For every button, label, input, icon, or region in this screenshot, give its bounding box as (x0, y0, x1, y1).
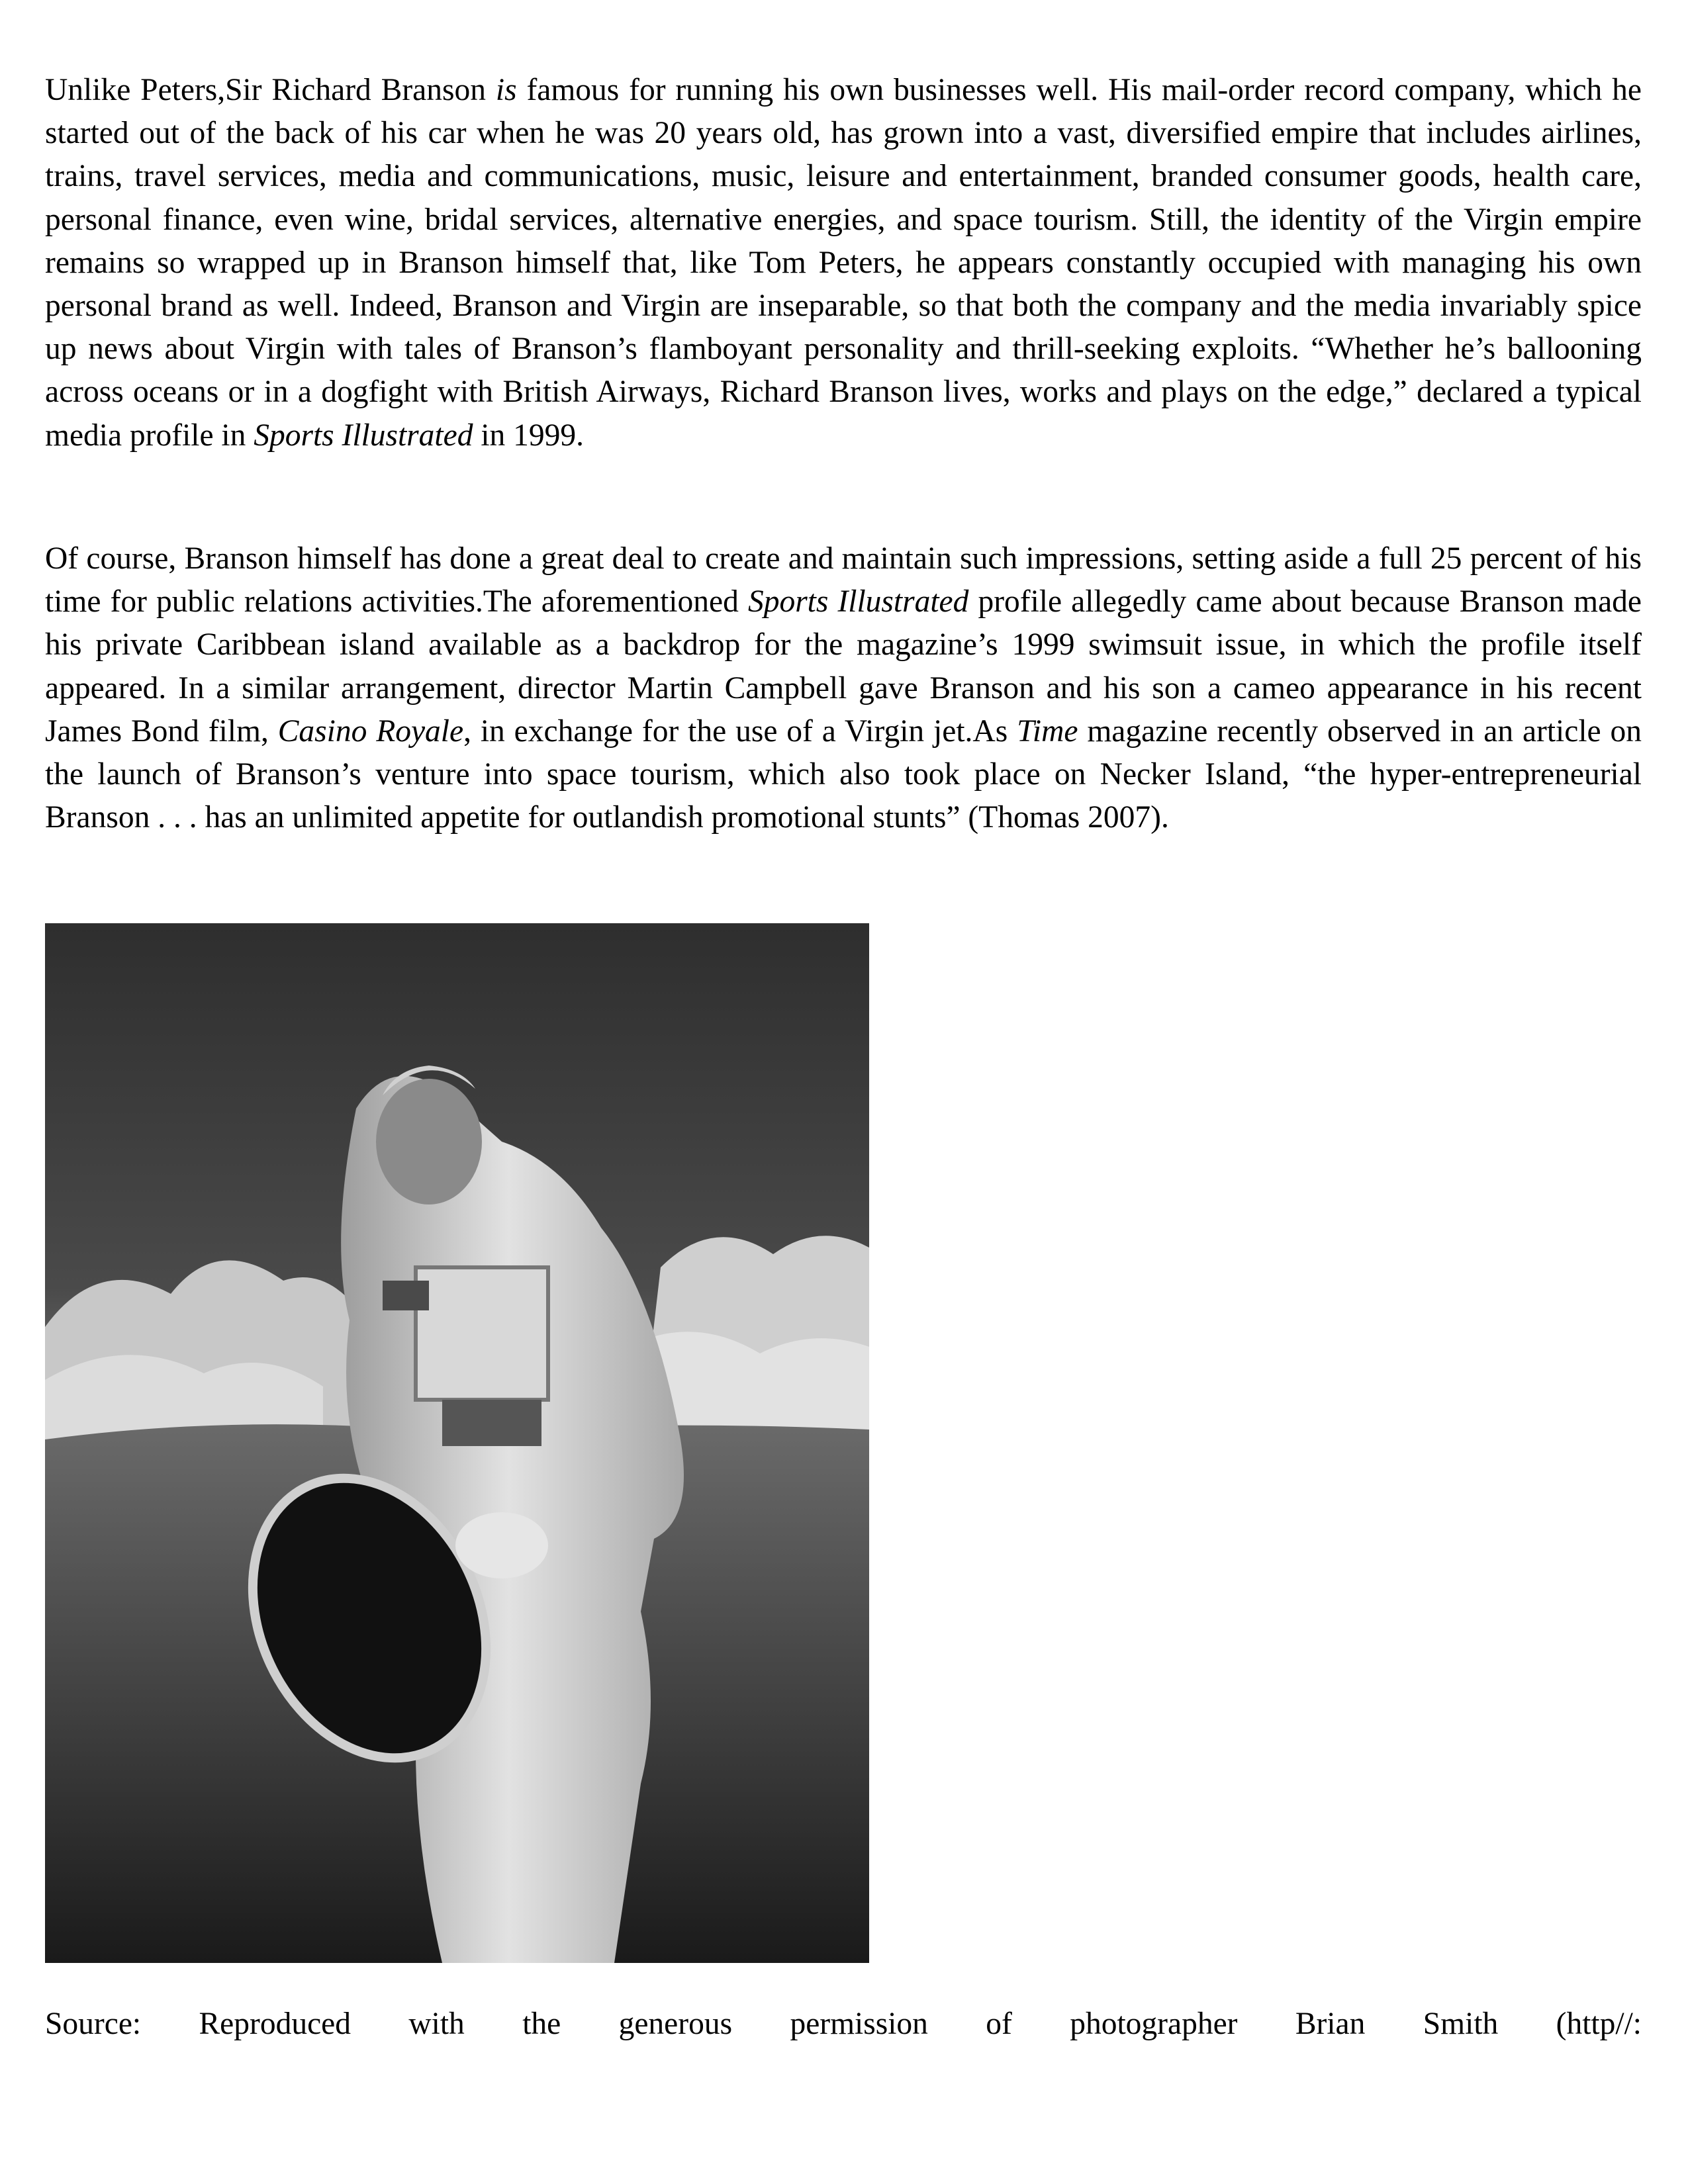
italic-text-run: Casino Royale (277, 713, 464, 749)
caption-word: Brian (1295, 2007, 1366, 2041)
italic-text-run: Sports Illustrated (747, 584, 969, 619)
caption-word: with (408, 2007, 465, 2041)
italic-text-run: is (495, 73, 517, 107)
text-run: , in exchange for the use of a Virgin jet.As (463, 713, 1017, 749)
text-run: profile allegedly came about because Branson made his private Caribbean island available as a backdrop for the magazine’s 1999 swimsuit issue, in which the profile itself appeared. In a similar arrangement, director Martin Campbell gave Branson and his son a cameo appearance in his recent James Bond film, (45, 584, 1642, 749)
text-run: Of course, Branson himself has done a great deal to create and maintain such impressions, setting aside a full 25 percent of his time for public relations activities.The aforementioned (45, 541, 1642, 619)
text-run: famous for running his own businesses well. His mail-order record company, which he started out of the back of his car when he was 20 years old, has grown into a vast, diversified empire that includes airlines, trains, travel services, media and communications, music, leisure and entertainment, branded consumer goods, health care, personal finance, even wine, bridal services, alternative energies, and space tourism. Still, the identity of the Virgin empire remains so wrapped up in Branson himself that, like Tom Peters, he appears constantly occupied with managing his own personal brand as well. Indeed, Branson and Virgin are inseparable, so that both the company and the media invariably spice up news about Virgin with tales of Branson’s flamboyant personality and thrill-seeking exploits. “Whether he’s ballooning across oceans or in a dogfight with British Airways, Richard Branson lives, works and plays on the edge,” declared a typical media profile in (45, 73, 1642, 453)
astronaut-photo (45, 923, 869, 1963)
caption-word: generous (618, 2007, 733, 2041)
caption-word: photographer (1070, 2007, 1238, 2041)
text-run: magazine recently observed in an article on the launch of Branson’s venture into space tourism, which also took place on Necker Island, “the hyper-entrepreneurial Branson . . . has an unlimited appetite for outlandish promotional stunts” (Thomas 2007). (45, 713, 1642, 835)
caption-word: (http//: (1556, 2007, 1642, 2041)
caption-word: Smith (1423, 2007, 1499, 2041)
italic-text-run: Time (1017, 713, 1078, 749)
body-paragraph-1 (45, 69, 1642, 457)
body-paragraph-2 (45, 537, 1642, 839)
italic-text-run: Sports Illustrated (254, 418, 473, 453)
text-run: in 1999. (473, 418, 585, 453)
caption-word: of (986, 2007, 1012, 2041)
caption-word: permission (790, 2007, 928, 2041)
caption-word: Source: (45, 2007, 142, 2041)
text-run: Unlike Peters,Sir Richard Branson (45, 73, 496, 107)
caption-word: the (522, 2007, 561, 2041)
caption-word: Reproduced (199, 2007, 351, 2041)
photo-source-caption (45, 2003, 1642, 2046)
